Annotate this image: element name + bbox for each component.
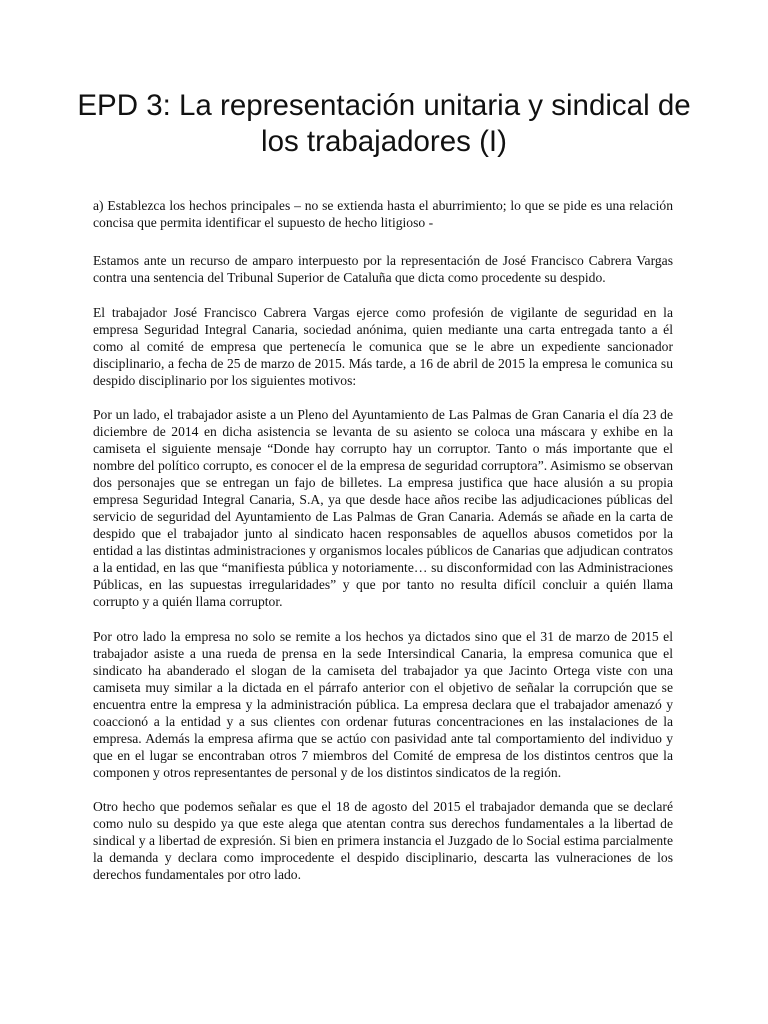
procedure-paragraph: Otro hecho que podemos señalar es que el 18 de agosto del 2015 el trabajador demanda que se declaré como nulo su despido ya que este alega que atentan contra sus derechos fundamentales a la libertad de sindical y a libertad de expresión. Si bien en primera instancia el Juzgado de lo Social estima parcialmente la demanda y declara como improcedente el despido disciplinario, descarta las vulneraciones de los derechos fundamentales por otro lado. (93, 799, 673, 882)
question-paragraph: a) Establezca los hechos principales – no se extienda hasta el aburrimiento; lo que se pide es una relación concisa que permita identificar el supuesto de hecho litigioso - (93, 198, 673, 230)
document-title: EPD 3: La representación unitaria y sindical de los trabajadores (I) (77, 89, 691, 158)
intro-paragraph: Estamos ante un recurso de amparo interpuesto por la representación de José Francisco Cabrera Vargas contra una sentencia del Tribunal Superior de Cataluña que dicta como procedente su despido. (93, 253, 673, 285)
facts-paragraph: El trabajador José Francisco Cabrera Vargas ejerce como profesión de vigilante de seguridad en la empresa Seguridad Integral Canaria, sociedad anónima, quien mediante una carta entregada tanto a él como al comité de empresa que pertenecía le comunica que se le abre un expediente sancionador disciplinario, a fecha de 25 de marzo de 2015. Más tarde, a 16 de abril de 2015 la empresa le comunica su despido disciplinario por los siguientes motivos: (93, 304, 673, 388)
document-body (93, 197, 673, 901)
second-reason-paragraph: Por otro lado la empresa no solo se remite a los hechos ya dictados sino que el 31 de marzo de 2015 el trabajador asiste a una rueda de prensa en la sede Intersindical Canaria, la empresa comunica que el sindicato ha abanderado el slogan de la camiseta del trabajador ya que Jacinto Ortega viste con una camiseta muy similar a la dictada en el párrafo anterior con el objetivo de señalar la corrupción que se encuentra entre la empresa y la administración pública. La empresa declara que el trabajador amenazó y coaccionó a la entidad y a sus clientes con ordenar futuras concentraciones en las instalaciones de la empresa. Además la empresa afirma que se actúo con pasividad ante tal comportamiento del individuo y que en el lugar se encontraban otros 7 miembros del Comité de empresa de los distintos centros que la componen y otros representantes de personal y de los distintos sindicatos de la región. (93, 628, 673, 780)
first-reason-paragraph: Por un lado, el trabajador asiste a un Pleno del Ayuntamiento de Las Palmas de Gran Canaria el día 23 de diciembre de 2014 en dicha asistencia se levanta de su asiento se coloca una máscara y exhibe en la camiseta el siguiente mensaje “Donde hay corrupto hay un corruptor. Tanto o más importante que el nombre del político corrupto, es conocer el de la empresa de seguridad corruptora”. Asimismo se observan dos personajes que se entregan un fajo de billetes. La empresa justifica que hace alusión a su propia empresa Seguridad Integral Canaria, S.A, ya que desde hace años recibe las adjudicaciones públicas del servicio de seguridad del Ayuntamiento de Las Palmas de Gran Canaria. Además se añade en la carta de despido que el trabajador junto al sindicato hacen responsables de aquellos abusos cometidos por la entidad a las distintas administraciones y organismos locales públicos de Canarias que adjudican contratos a la entidad, en las que “manifiesta pública y notoriamente… su disconformidad con las Administraciones Públicas, en las supuestas irregularidades” y que por tanto no resulta difícil concluir a quién llama corrupto y a quién llama corruptor. (93, 407, 673, 609)
